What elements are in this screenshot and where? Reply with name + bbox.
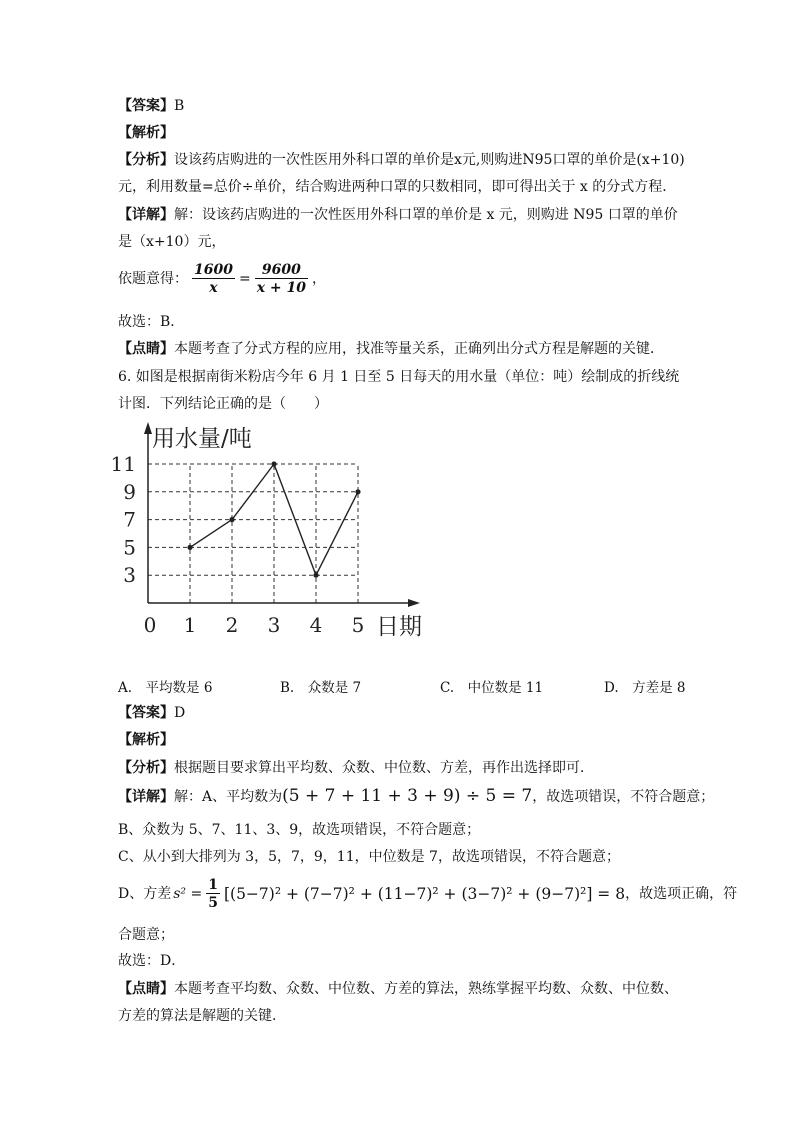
- xiangjie-text: 解：设该药店购进的一次性医用外科口罩的单价是 x 元，则购进 N95 口罩的单价: [174, 207, 678, 223]
- q6-analysis-heading: [118, 730, 174, 750]
- option-a[interactable]: [118, 676, 212, 696]
- q5-equation-line: [118, 259, 326, 299]
- answer-tag: 【答案】: [118, 705, 174, 721]
- right-numerator: 9600: [261, 262, 301, 278]
- q5-answer-line: [118, 96, 184, 116]
- mean-formula: (5 + 7 + 11 + 3 + 9) ÷ 5 = 7: [282, 786, 533, 806]
- q5-xiangjie-line1: [118, 205, 678, 225]
- xiangjie-tag: 【详解】: [118, 789, 174, 805]
- option-c-text: 中位数是 11: [467, 680, 544, 696]
- x-tick-label-2: 2: [225, 613, 239, 637]
- q6-line-b: B、众数为 5、7、11、3、9，故选项错误，不符合题意；: [118, 822, 481, 838]
- answer-value: B: [174, 98, 185, 114]
- equation-left-fraction: [192, 262, 235, 296]
- data-point-day-1: [187, 545, 192, 550]
- option-c-label: C.: [440, 680, 455, 696]
- right-denominator: x + 10: [256, 280, 307, 296]
- q5-fenxi-line1: [118, 150, 685, 170]
- xiangjie-a-suffix: ，故选项错误，不符合题意；: [532, 789, 715, 805]
- q6-xiangjie-line-a: [118, 786, 714, 807]
- data-point-day-5: [355, 489, 360, 494]
- data-point-day-4: [313, 573, 318, 578]
- equation-prefix: 依题意得：: [118, 271, 188, 287]
- q5-dianjing-line: [118, 339, 664, 359]
- x-tick-label-3: 3: [267, 613, 281, 637]
- data-point-day-2: [229, 517, 234, 522]
- y-tick-label-3: 3: [123, 563, 136, 588]
- fenxi-text: 根据题目要求算出平均数、众数、中位数、方差，再作出选择即可．: [174, 760, 594, 776]
- q6-line-d: [118, 874, 737, 914]
- xiangjie-tag: 【详解】: [118, 207, 174, 223]
- analysis-tag: 【解析】: [118, 732, 174, 748]
- option-a-text: 平均数是 6: [145, 680, 213, 696]
- line-d-suffix: ，故选项正确，符: [625, 886, 738, 902]
- origin-label: 0: [143, 613, 157, 637]
- dianjing-text: 本题考查平均数、众数、中位数、方差的算法，熟练掌握平均数、众数、中位数、: [174, 981, 678, 997]
- dianjing-tag: 【点睛】: [118, 341, 174, 357]
- variance-symbol: s² =: [173, 886, 203, 902]
- option-b-text: 众数是 7: [307, 680, 362, 696]
- water-usage-line-chart: [110, 418, 440, 650]
- q5-fenxi-line2: 元，利用数量=总价÷单价，结合购进两种口罩的只数相同，即可得出关于 x 的分式方程．: [118, 179, 677, 195]
- q6-dianjing-line1: [118, 979, 678, 999]
- fenxi-text: 设该药店购进的一次性医用外科口罩的单价是x元,则购进N95口罩的单价是(x+10): [174, 152, 685, 168]
- left-denominator: x: [192, 278, 235, 296]
- x-tick-label-5: 5: [351, 613, 365, 637]
- line-d-prefix: D、方差: [118, 886, 172, 902]
- q6-answer-line: [118, 703, 185, 723]
- series-segment-1: [190, 520, 232, 548]
- x-tick-label-1: 1: [183, 613, 197, 637]
- fraction-denominator: 5: [208, 895, 218, 911]
- variance-formula: [(5−7)² + (7−7)² + (11−7)² + (3−7)² + (9−7)²] = 8: [223, 885, 626, 903]
- option-b-label: B.: [280, 680, 295, 696]
- y-tick-label-9: 9: [123, 479, 136, 504]
- option-d-text: 方差是 8: [632, 680, 686, 696]
- data-point-day-3: [271, 461, 276, 466]
- option-b[interactable]: [280, 676, 361, 696]
- x-tick-label-4: 4: [309, 613, 323, 637]
- q5-xiangjie-line2: 是（x+10）元，: [118, 234, 226, 250]
- equation-suffix: ，: [312, 271, 327, 287]
- equals-sign: =: [238, 271, 251, 287]
- q6-line-c: C、从小到大排列为 3，5，7，9，11，中位数是 7，故选项错误，不符合题意；: [118, 849, 620, 865]
- analysis-tag: 【解析】: [118, 125, 174, 141]
- series-segment-4: [316, 492, 358, 575]
- q5-choose: 故选：B．: [118, 314, 185, 330]
- left-numerator: 1600: [194, 262, 233, 278]
- q6-stem-line1: 6. 如图是根据南街米粉店今年 6 月 1 日至 5 日每天的用水量（单位：吨）绘制成的折线统: [118, 369, 680, 385]
- q6-stem-line2: 计图．下列结论正确的是（ ）: [118, 396, 328, 412]
- x-axis-label: 日期: [376, 614, 422, 640]
- fenxi-tag: 【分析】: [118, 152, 174, 168]
- option-d[interactable]: [604, 676, 686, 696]
- option-a-label: A.: [118, 680, 133, 696]
- q6-line-d-cont: 合题意；: [118, 927, 174, 943]
- q6-fenxi-line: [118, 758, 594, 778]
- q6-choose: 故选：D．: [118, 953, 186, 969]
- fenxi-tag: 【分析】: [118, 760, 174, 776]
- option-c[interactable]: [440, 676, 543, 696]
- y-axis-arrow-icon: [144, 422, 152, 434]
- q6-dianjing-line2: 方差的算法是解题的关键．: [118, 1008, 286, 1024]
- y-tick-label-7: 7: [123, 507, 136, 532]
- one-fifth-fraction: [206, 877, 220, 911]
- y-axis-label: 用水量/吨: [152, 426, 252, 452]
- answer-value: D: [174, 705, 186, 721]
- y-tick-label-11: 11: [110, 452, 136, 476]
- dianjing-text: 本题考查了分式方程的应用，找准等量关系，正确列出分式方程是解题的关键．: [174, 341, 664, 357]
- q5-analysis-heading: [118, 123, 174, 143]
- xiangjie-a-prefix: 解：A、平均数为: [174, 789, 283, 805]
- answer-tag: 【答案】: [118, 98, 174, 114]
- equation-right-fraction: [255, 262, 308, 296]
- dianjing-tag: 【点睛】: [118, 981, 174, 997]
- fraction-numerator: 1: [208, 877, 218, 893]
- y-tick-label-5: 5: [123, 535, 136, 560]
- x-axis-arrow-icon: [408, 599, 420, 607]
- option-d-label: D.: [604, 680, 619, 696]
